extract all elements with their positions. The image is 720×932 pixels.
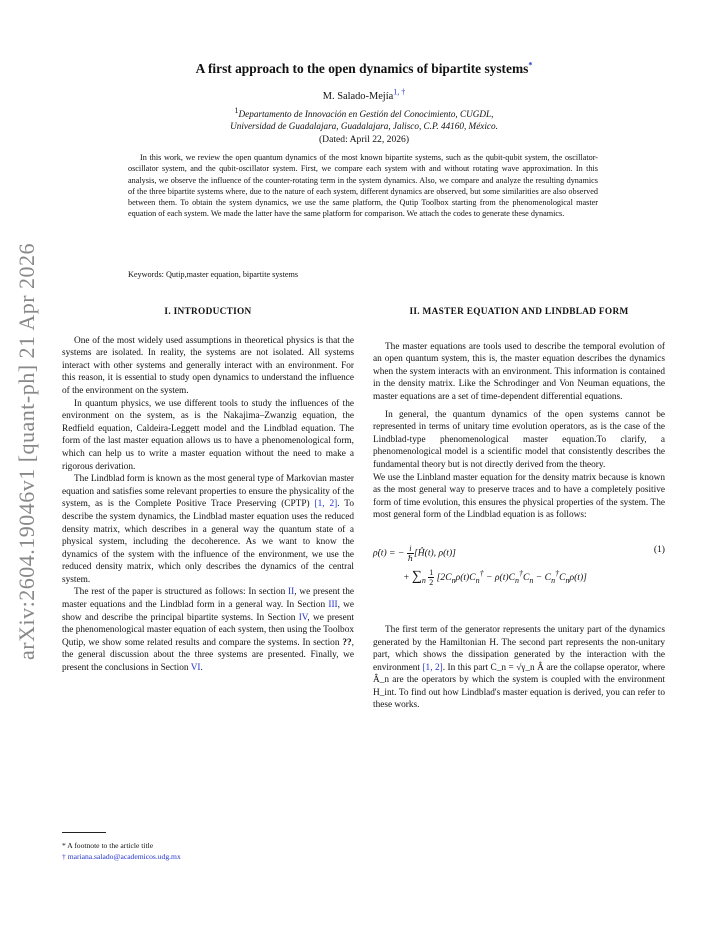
intro-paragraph-2: In quantum physics, we use different tools to study the influences of the environment on the system, as is the Nakajima–Zwanzig equation, the Redfield equation, Caldeira-Leggett model and the Lindblad equation. The form of the last master equation allows us to have a phenomenological form, which can help us to write a master equation without the need to make a rigorous derivation. <box>62 398 354 472</box>
equation-line-2: + $\sum_n$ 1 2 $[2C_n\rho(t)C_n^\dagger - \rho(t)C_n^\dagger C_n - C_n^\dagger C_n\rho(t)]$ <box>403 568 587 588</box>
left-column <box>62 306 354 675</box>
section-ref-link[interactable]: III <box>328 600 338 611</box>
footnote-rule <box>62 832 106 833</box>
intro-paragraph-4: The rest of the paper is structured as follows: In section II, we present the master equations and the Lindblad form in a general way. In Section III, we show and describe the principal bipartite systems. In Section IV, we present the phenomenological master equation of each system, then using the Toolbox Qutip, we show some related results and compare the systems. In section ??, the general discussion about the three systems are presented. Finally, we present the conclusions in Section VI. <box>62 587 354 674</box>
citation-link[interactable]: [1, 2] <box>422 662 443 673</box>
citation-link[interactable]: [1, 2] <box>314 499 338 510</box>
author-line <box>62 87 666 102</box>
section-ref-link[interactable]: IV <box>298 612 308 623</box>
affiliation-line-2: Universidad de Guadalajara, Guadalajara, Jalisco, C.P. 44160, México. <box>230 121 498 131</box>
master-eq-paragraph-3: We use the Linbland master equation for the density matrix because is known as the most general way to preserve traces and to have a completely positive form of time evolution, this ensures the physical properties of the system. The most general form of the Lindblad equation is as follows: <box>373 472 665 521</box>
intro-paragraph-3: The Lindblad form is known as the most general type of Markovian master equation and satisfies some relevant properties to ensure the physicality of the system, as is the Complete Positive Trace Preserving (CPTP) [1, 2]. To describe the system dynamics, the Lindblad master equation uses the reduced density matrix, which describes in a general way the quantum state of a physical system, including the decoherence. As we want to know the dynamics of the system with the influence of the environment, we use the reduced density matrix, which only describes the dynamics of the central system. <box>62 474 354 585</box>
title-footnote-mark[interactable]: * <box>528 60 533 70</box>
author-marks[interactable]: 1, † <box>393 87 406 97</box>
arxiv-identifier: arXiv:2604.19046v1 [quant-ph] 21 Apr 2026 <box>14 242 39 660</box>
abstract: In this work, we review the open quantum dynamics of the most known bipartite systems, such as the qubit-qubit system, the oscillator-oscillator system, and the qubit-oscillator system. First, we compare each system with and without rotating wave approximation. In this analysis, we observe the influence of the counter-rotating term in the system dynamics. Also, we compare and analyze the resulting dynamics of the three bipartite systems where, due to the nature of each system, different dynamics are observed, but some similarities are also observed between them. To obtain the system dynamics, we use the same platform, the Qutip Toolbox starting from the phenomenological master equation of each system. We made the latter have the same platform for comparison. We attach the codes to generate these dynamics. <box>128 153 598 219</box>
footnotes <box>62 840 354 862</box>
affiliation-line-1: 1Departamento de Innovación en Gestión del Conocimiento, CUGDL, <box>234 105 494 119</box>
email-link[interactable]: mariana.salado@academicos.udg.mx <box>67 852 181 861</box>
lindblad-equation <box>373 540 665 602</box>
title-text: A first approach to the open dynamics of bipartite systems <box>195 61 529 76</box>
affiliation-mark: 1 <box>234 105 239 115</box>
author-name: M. Salado-Mejía <box>322 91 394 102</box>
right-column <box>373 306 665 712</box>
keywords: Keywords: Qutip,master equation, bipartite systems <box>128 270 299 279</box>
section-ref-link[interactable]: II <box>288 587 295 598</box>
affiliation <box>62 105 666 132</box>
section-heading-introduction: I. INTRODUCTION <box>164 307 252 317</box>
equation-number: (1) <box>653 543 665 555</box>
section-heading-master-equation: II. MASTER EQUATION AND LINDBLAD FORM <box>409 307 629 317</box>
paper-title <box>62 61 666 77</box>
broken-section-ref: ?? <box>342 637 352 648</box>
date-line: (Dated: April 22, 2026) <box>318 134 410 145</box>
master-eq-paragraph-1: The master equations are tools used to describe the temporal evolution of an open quantum system, this is, the master equation describes the dynamics when the system interacts with an environment. This information is contained in the density matrix. Like the Schrodinger and Von Neuman equations, the master equations are a set of time-dependent differential equations. <box>373 341 665 402</box>
master-eq-paragraph-2: In general, the quantum dynamics of the open systems cannot be represented in terms of unitary time evolution operators, as is the case of the Lindblad-type phenomenological master equation.To clarify, a phenomenological model is a scientific model that consistently describes the fundamental theory but is not directly derived from the theory. <box>373 409 665 470</box>
footnote-email-line: † mariana.salado@academicos.udg.mx <box>62 852 181 861</box>
equation-line-1: ρ̇(t) = − i ℏ[Ĥ(t), ρ(t)] <box>373 543 456 563</box>
footnote-title: * A footnote to the article title <box>62 841 154 850</box>
master-eq-paragraph-4: The first term of the generator represents the unitary part of the dynamics generated by the Hamiltonian H. The second part represents the non-unitary part, which shows the dissipation generated by the interaction with the environment [1, 2]. In this part C_n = √γ_n Â are the collapse operator, where Â_n are the operators by which the system is coupled with the environment H_int. To find out how Lindblad's master equation is derived, you can refer to these works. <box>373 624 665 711</box>
section-ref-link[interactable]: VI <box>190 663 201 674</box>
intro-paragraph-1: One of the most widely used assumptions in theoretical physics is that the systems are isolated. In reality, the systems are not isolated. All systems interact with other systems and generally interact with an environment. For this reason, it is essential to study open dynamics to understand the influence of the environment on the system. <box>62 335 354 396</box>
